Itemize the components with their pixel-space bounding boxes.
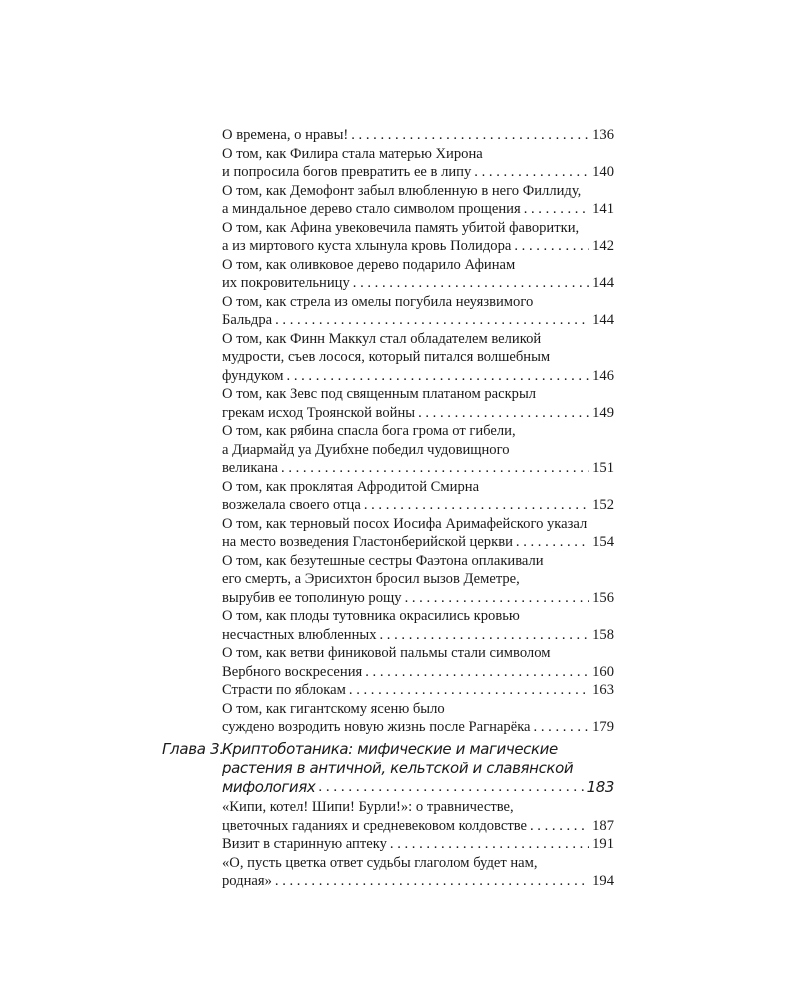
- toc-entry-text: цветочных гаданиях и средневековом колдовстве: [222, 817, 527, 834]
- toc-entry[interactable]: [222, 145, 614, 182]
- page-number: 158: [592, 626, 614, 643]
- toc-entry[interactable]: [222, 798, 614, 835]
- toc-entry-text: их покровительницу: [222, 275, 350, 291]
- toc-entry-text: вырубив ее тополиную рощу: [222, 589, 402, 606]
- toc-entry-text: О том, как Демофонт забыл влюбленную в него Филлиду,: [222, 182, 582, 199]
- dot-leader: [287, 367, 590, 386]
- page-number: 144: [592, 275, 614, 291]
- dot-leader: [281, 459, 589, 478]
- dot-leader: [275, 311, 589, 330]
- dot-leader: [474, 163, 589, 182]
- toc-entry-text: «О, пусть цветка ответ судьбы глаголом будет нам,: [222, 854, 538, 871]
- dot-leader: [534, 718, 590, 737]
- page-number: 163: [592, 682, 614, 698]
- toc-entry-text: возжелала своего отца: [222, 497, 361, 513]
- chapter-label: Глава 3.: [162, 740, 224, 758]
- toc-entry-text: грекам исход Троянской войны: [222, 404, 416, 421]
- toc-entry-text: несчастных влюбленных: [222, 626, 377, 643]
- dot-leader: [418, 404, 589, 423]
- toc-entry-text: мудрости, съев лосося, который питался волшебным: [222, 349, 551, 365]
- toc-entry[interactable]: [222, 700, 614, 737]
- toc-entry-text: на место возведения Гластонберийской церкви: [222, 534, 513, 550]
- dot-leader: [318, 778, 583, 797]
- dot-leader: [390, 835, 589, 854]
- toc-entry-text: О том, как ветви финиковой пальмы стали символом: [222, 645, 551, 661]
- toc-entry-text: фундуком: [222, 367, 284, 384]
- toc-entry-text: О том, как проклятая Афродитой Смирна: [222, 478, 480, 495]
- chapter-title-line: растения в античной, кельтской и славянской: [222, 759, 574, 777]
- toc-entry-text: О том, как Зевс под священным платаном раскрыл: [222, 386, 537, 402]
- page-number: 152: [592, 497, 614, 513]
- toc-entry-text: О том, как гигантскому ясеню было: [222, 700, 445, 717]
- page-number: 144: [592, 312, 614, 328]
- page-number: 149: [592, 404, 614, 421]
- toc-entry-text: а Диармайд уа Дуибхне победил чудовищного: [222, 441, 510, 458]
- toc-entry[interactable]: [222, 644, 614, 681]
- page-number: 179: [592, 719, 614, 735]
- toc-entry-text: родная»: [222, 873, 272, 889]
- page-number: 136: [592, 127, 614, 143]
- toc-entry[interactable]: [222, 256, 614, 293]
- toc-entry-text: великана: [222, 460, 279, 476]
- page-number: 183: [586, 778, 614, 796]
- toc-entry-text: Визит в старинную аптеку: [222, 836, 387, 852]
- toc-entry-text: и попросила богов превратить ее в липу: [222, 164, 472, 180]
- toc-entry[interactable]: [222, 385, 614, 422]
- page-number: 191: [592, 836, 614, 852]
- page-number: 160: [592, 663, 614, 680]
- toc-list-chapter-3: [222, 798, 614, 891]
- toc-entry-text: О том, как безутешные сестры Фаэтона оплакивали: [222, 552, 544, 569]
- page-number: 142: [592, 238, 614, 254]
- toc-entry-text: О том, как оливковое дерево подарило Афинам: [222, 256, 516, 273]
- toc-entry-text: его смерть, а Эрисихтон бросил вызов Деметре,: [222, 571, 520, 587]
- toc-entry-text: О том, как рябина спасла бога грома от гибели,: [222, 423, 516, 439]
- toc-entry-text: О том, как Финн Маккул стал обладателем великой: [222, 330, 542, 347]
- dot-leader: [530, 817, 589, 836]
- toc-entry[interactable]: [222, 330, 614, 386]
- toc-entry-text: О том, как плоды тутовника окрасились кровью: [222, 608, 520, 624]
- dot-leader: [405, 589, 590, 608]
- toc-entry[interactable]: [222, 182, 614, 219]
- toc-entry[interactable]: [222, 835, 614, 854]
- dot-leader: [353, 274, 589, 293]
- dot-leader: [524, 200, 589, 219]
- dot-leader: [275, 872, 589, 891]
- chapter-title-line: мифологиях: [222, 778, 316, 796]
- page-number: 151: [592, 460, 614, 476]
- toc-entry-text: О том, как терновый посох Иосифа Аримафейского указал: [222, 515, 588, 532]
- toc-entry-text: суждено возродить новую жизнь после Рагнарёка: [222, 719, 531, 735]
- toc-entry[interactable]: [222, 478, 614, 515]
- page-number: 141: [592, 201, 614, 217]
- toc-list: [222, 126, 614, 737]
- dot-leader: [349, 681, 589, 700]
- page-number: 146: [592, 367, 614, 384]
- toc-entry-text: О времена, о нравы!: [222, 127, 349, 143]
- toc-entry[interactable]: [222, 552, 614, 608]
- dot-leader: [516, 533, 589, 552]
- page-number: 194: [592, 873, 614, 889]
- toc-entry[interactable]: [222, 681, 614, 700]
- page-number: 140: [592, 164, 614, 180]
- dot-leader: [380, 626, 590, 645]
- page-number: 154: [592, 534, 614, 550]
- toc-entry-text: а миндальное дерево стало символом прощения: [222, 201, 521, 217]
- dot-leader: [351, 126, 589, 145]
- toc-entry[interactable]: [222, 854, 614, 891]
- page-number: 156: [592, 589, 614, 606]
- toc-entry[interactable]: [222, 293, 614, 330]
- toc-entry[interactable]: [222, 422, 614, 478]
- dot-leader: [514, 237, 589, 256]
- toc-entry-text: а из миртового куста хлынула кровь Полидора: [222, 238, 512, 254]
- toc-entry-text: О том, как Афина увековечила память убитой фаворитки,: [222, 219, 580, 236]
- dot-leader: [365, 663, 589, 682]
- toc-entry-text: О том, как стрела из омелы погубила неуязвимого: [222, 293, 534, 310]
- page-number: 187: [592, 817, 614, 834]
- toc-entry[interactable]: [222, 219, 614, 256]
- chapter-title-line: Криптоботаника: мифические и магические: [222, 740, 558, 758]
- toc-entry[interactable]: [222, 607, 614, 644]
- toc-entry-text: Страсти по яблокам: [222, 682, 346, 698]
- toc-entry-text: «Кипи, котел! Шипи! Бурли!»: о травничестве,: [222, 799, 514, 815]
- toc-entry[interactable]: [222, 515, 614, 552]
- toc-entry[interactable]: [222, 126, 614, 145]
- toc-entry-text: Вербного воскресения: [222, 663, 363, 680]
- dot-leader: [364, 496, 589, 515]
- toc-entry-text: Бальдра: [222, 312, 273, 328]
- toc-entry-text: О том, как Филира стала матерью Хирона: [222, 145, 483, 162]
- chapter-title: [222, 740, 614, 797]
